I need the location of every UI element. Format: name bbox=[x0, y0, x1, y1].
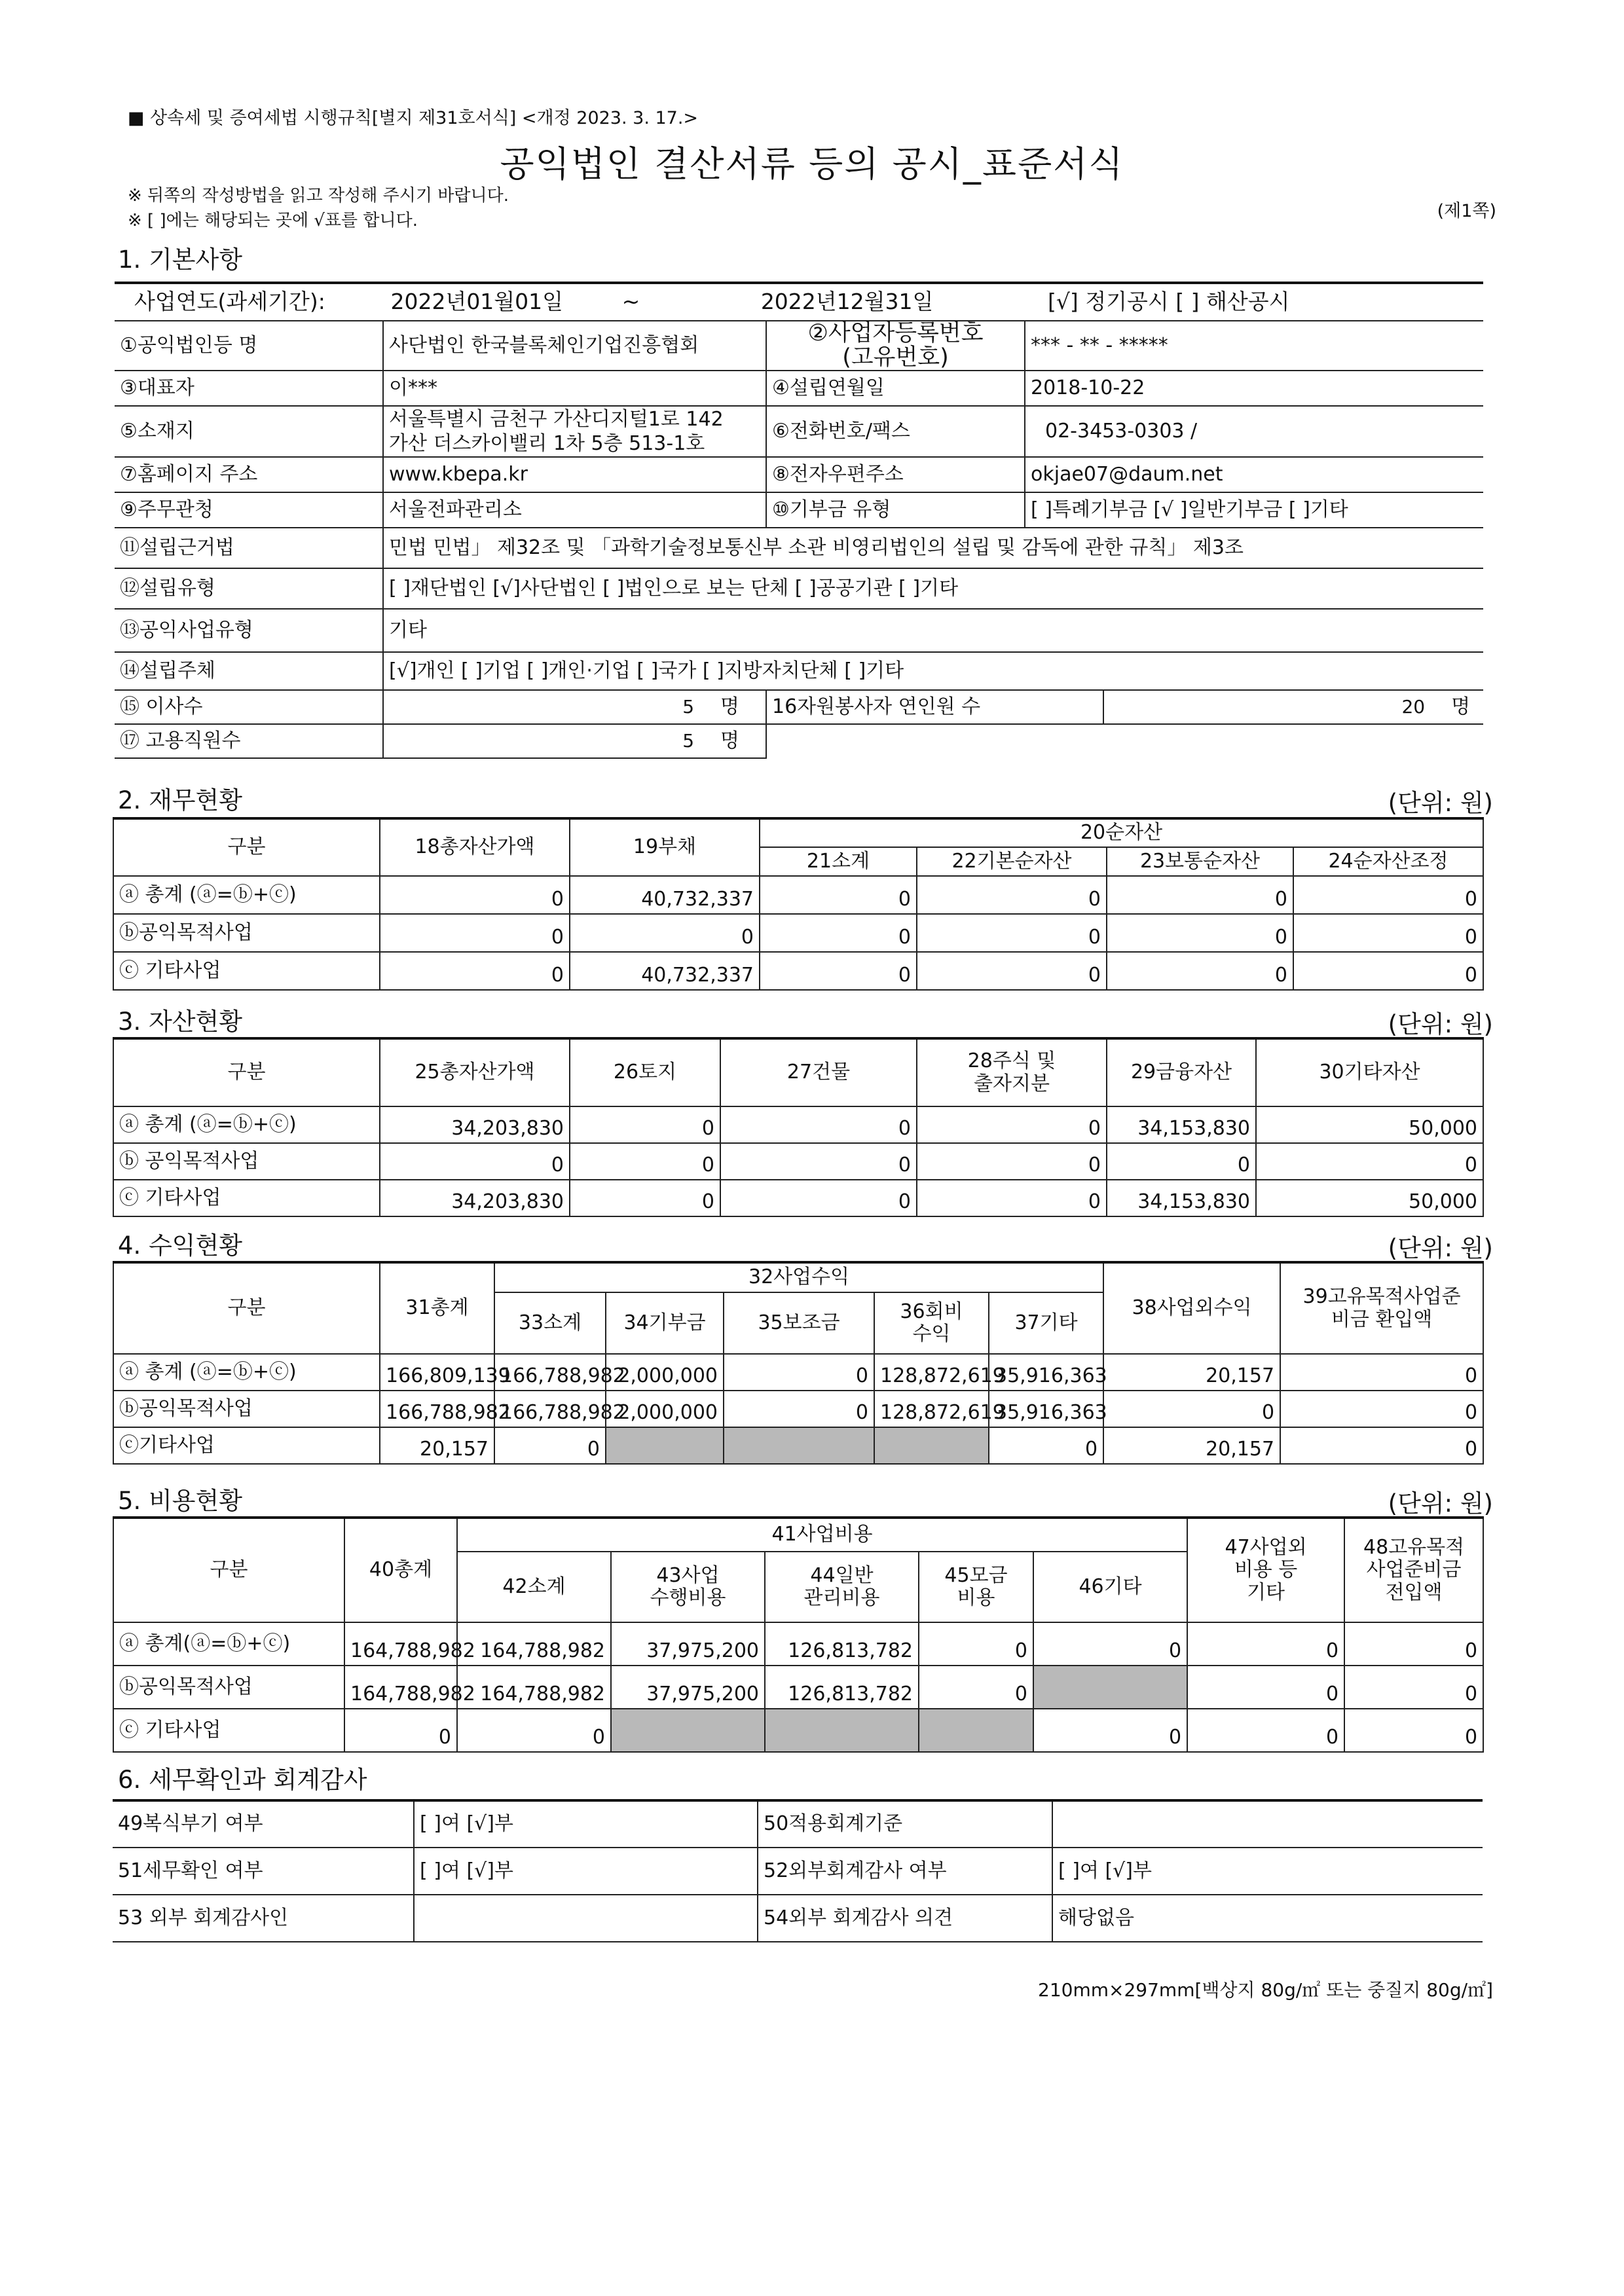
section-6-title: 6. 세무확인과 회계감사 bbox=[118, 1766, 367, 1794]
income-cell: 0 bbox=[494, 1427, 606, 1464]
expense-cell-shaded bbox=[611, 1709, 765, 1752]
section-5-title: 5. 비용현황 bbox=[118, 1487, 243, 1515]
est-type-value: [ ]재단법인 [√]사단법인 [ ]법인으로 보는 단체 [ ]공공기관 [ ]기타 bbox=[383, 568, 1483, 609]
finance-cell: 0 bbox=[1107, 914, 1293, 952]
finance-cell: 0 bbox=[1107, 876, 1293, 914]
income-cell: 166,809,139 bbox=[380, 1354, 494, 1391]
table-row bbox=[113, 1354, 1483, 1391]
expense-header-fund bbox=[919, 1552, 1033, 1622]
finance-cell: 0 bbox=[1107, 952, 1293, 990]
income-header-nonbiz: 38사업외수익 bbox=[1103, 1262, 1280, 1354]
assets-cell: 0 bbox=[720, 1143, 917, 1180]
email-value: okjae07@daum.net bbox=[1025, 457, 1483, 492]
homepage-label: ⑦홈페이지 주소 bbox=[115, 457, 383, 492]
income-header-subtotal: 33소계 bbox=[494, 1292, 606, 1354]
expense-cell: 0 bbox=[1187, 1709, 1344, 1752]
founder-label: ⑭설립주체 bbox=[115, 652, 383, 690]
income-cell: 166,788,982 bbox=[494, 1354, 606, 1391]
tax-check-value: [ ]여 [√]부 bbox=[414, 1848, 758, 1895]
expense-cell: 0 bbox=[457, 1709, 611, 1752]
expense-cell-shaded bbox=[1033, 1666, 1187, 1709]
finance-cell: 0 bbox=[760, 952, 917, 990]
finance-cell: 0 bbox=[760, 914, 917, 952]
form-reference-note: ■ 상속세 및 증여세법 시행규칙[별지 제31호서식] <개정 2023. 3. 17.> bbox=[128, 108, 699, 128]
table-row bbox=[113, 1709, 1483, 1752]
expense-cell: 0 bbox=[1187, 1666, 1344, 1709]
finance-cell: 40,732,337 bbox=[570, 952, 760, 990]
expense-header-admin-line2: 관리비용 bbox=[803, 1586, 880, 1609]
expense-cell: 0 bbox=[919, 1666, 1033, 1709]
section-2-title: 2. 재무현황 bbox=[118, 786, 243, 814]
corp-name-value: 사단법인 한국블록체인기업진흥협회 bbox=[383, 321, 766, 371]
table-row bbox=[113, 1427, 1483, 1464]
expense-header-admin-line1: 44일반 bbox=[810, 1563, 874, 1587]
finance-cell: 0 bbox=[917, 914, 1107, 952]
assets-cell: 50,000 bbox=[1256, 1180, 1483, 1216]
assets-cell: 34,153,830 bbox=[1107, 1180, 1256, 1216]
directors-label: ⑮ 이사수 bbox=[115, 690, 383, 724]
expense-cell: 126,813,782 bbox=[765, 1622, 919, 1666]
expense-cell: 0 bbox=[344, 1709, 457, 1752]
assets-cell: 0 bbox=[570, 1143, 720, 1180]
table-row bbox=[113, 1106, 1483, 1143]
audit-opinion-value: 해당없음 bbox=[1052, 1895, 1483, 1942]
assets-table bbox=[113, 1037, 1484, 1217]
expense-cell: 0 bbox=[1344, 1709, 1483, 1752]
document-title: 공익법인 결산서류 등의 공시_표준서식 bbox=[500, 143, 1124, 185]
table-row bbox=[113, 1180, 1483, 1216]
expense-header-nonbiz bbox=[1187, 1518, 1344, 1622]
assets-header-stock bbox=[917, 1038, 1107, 1106]
assets-cell: 0 bbox=[380, 1143, 570, 1180]
bookkeeping-label: 49복식부기 여부 bbox=[113, 1800, 414, 1848]
external-audit-value: [ ]여 [√]부 bbox=[1052, 1848, 1483, 1895]
table-row bbox=[113, 952, 1483, 990]
assets-header-total: 25총자산가액 bbox=[380, 1038, 570, 1106]
expense-header-other: 46기타 bbox=[1033, 1552, 1187, 1622]
income-row-label: ⓐ 총계 (ⓐ=ⓑ+ⓒ) bbox=[113, 1354, 380, 1391]
assets-cell: 0 bbox=[1107, 1143, 1256, 1180]
income-cell: 0 bbox=[724, 1391, 874, 1427]
volunteers-value: 20 bbox=[1401, 695, 1426, 718]
income-cell-shaded bbox=[606, 1427, 724, 1464]
phone-value: 02-3453-0303 / bbox=[1025, 406, 1483, 457]
income-cell: 2,000,000 bbox=[606, 1391, 724, 1427]
income-header-other: 37기타 bbox=[989, 1292, 1103, 1354]
income-cell: 20,157 bbox=[1103, 1427, 1280, 1464]
expense-cell: 0 bbox=[919, 1622, 1033, 1666]
est-type-label: ⑫설립유형 bbox=[115, 568, 383, 609]
address-line-2: 가산 더스카이밸리 1차 5층 513-1호 bbox=[389, 432, 705, 455]
homepage-value: www.kbepa.kr bbox=[383, 457, 766, 492]
assets-cell: 0 bbox=[917, 1106, 1107, 1143]
expense-header-exec bbox=[611, 1552, 765, 1622]
finance-cell: 0 bbox=[1293, 914, 1483, 952]
expense-cell: 0 bbox=[1033, 1709, 1187, 1752]
expense-row-label: ⓐ 총계(ⓐ=ⓑ+ⓒ) bbox=[113, 1622, 344, 1666]
auditor-value bbox=[414, 1895, 758, 1942]
phone-label: ⑥전화번호/팩스 bbox=[766, 406, 1025, 457]
income-row-label: ⓒ기타사업 bbox=[113, 1427, 380, 1464]
regno-label-line2: (고유번호) bbox=[842, 344, 949, 371]
expense-cell: 164,788,982 bbox=[457, 1622, 611, 1666]
income-header-subsidy: 35보조금 bbox=[724, 1292, 874, 1354]
expense-cell: 37,975,200 bbox=[611, 1622, 765, 1666]
assets-cell: 0 bbox=[570, 1180, 720, 1216]
assets-cell: 0 bbox=[917, 1143, 1107, 1180]
finance-cell: 0 bbox=[917, 952, 1107, 990]
period-tilde: ~ bbox=[621, 289, 640, 315]
address-line-1: 서울특별시 금천구 가산디지털1로 142 bbox=[389, 407, 724, 431]
instruction-note-2: ※ [ ]에는 해당되는 곳에 √표를 합니다. bbox=[128, 211, 418, 230]
income-header-biz: 32사업수익 bbox=[494, 1262, 1103, 1292]
audit-table bbox=[113, 1799, 1483, 1942]
assets-header-category: 구분 bbox=[113, 1038, 380, 1106]
assets-row-label: ⓐ 총계 (ⓐ=ⓑ+ⓒ) bbox=[113, 1106, 380, 1143]
table-row bbox=[113, 914, 1483, 952]
basic-info-table bbox=[115, 282, 1483, 759]
income-header-reserve bbox=[1280, 1262, 1483, 1354]
employees-label: ⑰ 고용직원수 bbox=[115, 724, 383, 758]
expense-header-subtotal: 42소계 bbox=[457, 1552, 611, 1622]
section-5-unit: (단위: 원) bbox=[1388, 1489, 1493, 1518]
period-start: 2022년01월01일 bbox=[390, 289, 564, 315]
audit-opinion-label: 54외부 회계감사 의견 bbox=[758, 1895, 1052, 1942]
income-header-fee-line1: 36회비 bbox=[900, 1300, 963, 1323]
expense-cell: 0 bbox=[1344, 1622, 1483, 1666]
donation-type-label: ⑩기부금 유형 bbox=[766, 492, 1025, 528]
income-cell: 166,788,982 bbox=[494, 1391, 606, 1427]
volunteers-label: 16자원봉사자 연인원 수 bbox=[766, 690, 1103, 724]
employees-unit: 명 bbox=[720, 729, 739, 752]
employees-value: 5 bbox=[682, 729, 695, 752]
period-row bbox=[115, 283, 1483, 321]
table-row bbox=[113, 1143, 1483, 1180]
income-cell: 2,000,000 bbox=[606, 1354, 724, 1391]
finance-cell: 40,732,337 bbox=[570, 876, 760, 914]
basis-law-value: 민법 민법」 제32조 및 「과학기술정보통신부 소관 비영리법인의 설립 및 감독에 관한 규칙」 제3조 bbox=[383, 528, 1483, 568]
assets-cell: 34,153,830 bbox=[1107, 1106, 1256, 1143]
finance-table bbox=[113, 817, 1484, 991]
expense-header-nonbiz-line1: 47사업외 bbox=[1225, 1535, 1307, 1559]
income-cell: 166,788,982 bbox=[380, 1391, 494, 1427]
regno-label-line1: ②사업자등록번호 bbox=[807, 320, 984, 347]
section-4-title: 4. 수익현황 bbox=[118, 1231, 243, 1260]
employees-cell bbox=[383, 724, 766, 758]
income-cell: 128,872,619 bbox=[874, 1354, 989, 1391]
expense-cell-shaded bbox=[919, 1709, 1033, 1752]
biz-type-value: 기타 bbox=[383, 609, 1483, 652]
income-header-reserve-line1: 39고유목적사업준 bbox=[1302, 1285, 1461, 1308]
expense-row-label: ⓒ 기타사업 bbox=[113, 1709, 344, 1752]
representative-label: ③대표자 bbox=[115, 371, 383, 406]
expense-header-total: 40총계 bbox=[344, 1518, 457, 1622]
finance-header-subtotal: 21소계 bbox=[760, 847, 917, 876]
finance-row-label: ⓐ 총계 (ⓐ=ⓑ+ⓒ) bbox=[113, 876, 380, 914]
expense-header-nonbiz-line2: 비용 등 bbox=[1234, 1558, 1298, 1582]
directors-unit: 명 bbox=[720, 695, 739, 718]
expense-cell: 164,788,982 bbox=[344, 1666, 457, 1709]
corp-name-label: ①공익법인등 명 bbox=[115, 321, 383, 371]
expense-header-fund-line1: 45모금 bbox=[944, 1563, 1008, 1587]
instruction-note-1: ※ 뒤쪽의 작성방법을 읽고 작성해 주시기 바랍니다. bbox=[128, 186, 509, 206]
income-cell: 0 bbox=[724, 1354, 874, 1391]
finance-cell: 0 bbox=[1293, 952, 1483, 990]
assets-cell: 0 bbox=[720, 1180, 917, 1216]
assets-cell: 0 bbox=[570, 1106, 720, 1143]
expense-cell: 164,788,982 bbox=[457, 1666, 611, 1709]
income-header-fee bbox=[874, 1292, 989, 1354]
income-cell-shaded bbox=[724, 1427, 874, 1464]
founder-value: [√]개인 [ ]기업 [ ]개인·기업 [ ]국가 [ ]지방자치단체 [ ]기타 bbox=[383, 652, 1483, 690]
expense-header-admin bbox=[765, 1552, 919, 1622]
finance-cell: 0 bbox=[1293, 876, 1483, 914]
accounting-standard-value bbox=[1052, 1800, 1483, 1848]
table-row bbox=[113, 1622, 1483, 1666]
income-cell: 128,872,619 bbox=[874, 1391, 989, 1427]
donation-type-value: [ ]특례기부금 [√ ]일반기부금 [ ]기타 bbox=[1025, 492, 1483, 528]
disclosure-type: [√] 정기공시 [ ] 해산공시 bbox=[1047, 289, 1290, 315]
table-row bbox=[113, 1666, 1483, 1709]
finance-header-net-assets: 20순자산 bbox=[760, 818, 1483, 847]
assets-cell: 0 bbox=[1256, 1143, 1483, 1180]
finance-header-ordinary: 23보통순자산 bbox=[1107, 847, 1293, 876]
page-number: (제1쪽) bbox=[1437, 201, 1496, 221]
income-cell: 20,157 bbox=[380, 1427, 494, 1464]
expense-cell: 126,813,782 bbox=[765, 1666, 919, 1709]
finance-header-basic: 22기본순자산 bbox=[917, 847, 1107, 876]
expense-header-reserve-line1: 48고유목적 bbox=[1363, 1535, 1465, 1559]
table-row bbox=[113, 876, 1483, 914]
biz-type-label: ⑬공익사업유형 bbox=[115, 609, 383, 652]
finance-cell: 0 bbox=[380, 914, 570, 952]
finance-header-category: 구분 bbox=[113, 818, 380, 876]
representative-value: 이*** bbox=[383, 371, 766, 406]
directors-value: 5 bbox=[682, 695, 695, 718]
address-value bbox=[383, 406, 766, 457]
expense-header-fund-line2: 비용 bbox=[957, 1586, 995, 1609]
income-table bbox=[113, 1261, 1484, 1465]
finance-header-liabilities: 19부채 bbox=[570, 818, 760, 876]
est-date-label: ④설립연월일 bbox=[766, 371, 1025, 406]
assets-row-label: ⓒ 기타사업 bbox=[113, 1180, 380, 1216]
directors-cell bbox=[383, 690, 766, 724]
income-cell: 0 bbox=[989, 1427, 1103, 1464]
expense-header-category: 구분 bbox=[113, 1518, 344, 1622]
email-label: ⑧전자우편주소 bbox=[766, 457, 1025, 492]
address-label: ⑤소재지 bbox=[115, 406, 383, 457]
expense-cell: 0 bbox=[1187, 1622, 1344, 1666]
assets-header-stock-line1: 28주식 및 bbox=[967, 1049, 1056, 1072]
income-cell-shaded bbox=[874, 1427, 989, 1464]
income-header-category: 구분 bbox=[113, 1262, 380, 1354]
expense-header-reserve-line3: 전입액 bbox=[1385, 1580, 1443, 1604]
expense-header-exec-line2: 수행비용 bbox=[650, 1586, 726, 1609]
assets-cell: 34,203,830 bbox=[380, 1180, 570, 1216]
section-1-title: 1. 기본사항 bbox=[118, 246, 243, 274]
finance-header-total-assets: 18총자산가액 bbox=[380, 818, 570, 876]
finance-row-label: ⓑ공익목적사업 bbox=[113, 914, 380, 952]
employees-empty bbox=[766, 724, 1483, 758]
finance-cell: 0 bbox=[917, 876, 1107, 914]
income-header-donation: 34기부금 bbox=[606, 1292, 724, 1354]
regno-value: *** - ** - ***** bbox=[1025, 321, 1483, 371]
volunteers-unit: 명 bbox=[1451, 695, 1471, 718]
expense-row-label: ⓑ공익목적사업 bbox=[113, 1666, 344, 1709]
income-header-total: 31총계 bbox=[380, 1262, 494, 1354]
income-cell: 0 bbox=[1280, 1354, 1483, 1391]
expense-table bbox=[113, 1516, 1484, 1753]
accounting-standard-label: 50적용회계기준 bbox=[758, 1800, 1052, 1848]
income-cell: 35,916,363 bbox=[989, 1354, 1103, 1391]
income-header-fee-line2: 수익 bbox=[912, 1322, 951, 1345]
expense-cell: 0 bbox=[1344, 1666, 1483, 1709]
assets-header-building: 27건물 bbox=[720, 1038, 917, 1106]
expense-header-reserve-line2: 사업준비금 bbox=[1366, 1558, 1462, 1582]
bookkeeping-value: [ ]여 [√]부 bbox=[414, 1800, 758, 1848]
volunteers-cell bbox=[1103, 690, 1483, 724]
assets-cell: 34,203,830 bbox=[380, 1106, 570, 1143]
assets-header-stock-line2: 출자지분 bbox=[974, 1072, 1050, 1095]
expense-cell: 0 bbox=[1033, 1622, 1187, 1666]
assets-header-financial: 29금융자산 bbox=[1107, 1038, 1256, 1106]
tax-check-label: 51세무확인 여부 bbox=[113, 1848, 414, 1895]
expense-cell: 37,975,200 bbox=[611, 1666, 765, 1709]
table-row bbox=[113, 1391, 1483, 1427]
income-row-label: ⓑ공익목적사업 bbox=[113, 1391, 380, 1427]
paper-spec: 210mm×297mm[백상지 80g/㎡ 또는 중질지 80g/㎡] bbox=[1038, 1979, 1493, 2001]
period-label: 사업연도(과세기간): bbox=[134, 289, 325, 315]
income-cell: 0 bbox=[1280, 1427, 1483, 1464]
assets-header-land: 26토지 bbox=[570, 1038, 720, 1106]
section-3-title: 3. 자산현황 bbox=[118, 1008, 243, 1036]
income-header-reserve-line2: 비금 환입액 bbox=[1331, 1307, 1433, 1331]
assets-cell: 50,000 bbox=[1256, 1106, 1483, 1143]
regno-label bbox=[766, 321, 1025, 371]
section-2-unit: (단위: 원) bbox=[1388, 789, 1493, 817]
expense-header-nonbiz-line3: 기타 bbox=[1247, 1580, 1285, 1604]
section-4-unit: (단위: 원) bbox=[1388, 1234, 1493, 1262]
income-cell: 20,157 bbox=[1103, 1354, 1280, 1391]
basis-law-label: ⑪설립근거법 bbox=[115, 528, 383, 568]
income-cell: 35,916,363 bbox=[989, 1391, 1103, 1427]
est-date-value: 2018-10-22 bbox=[1025, 371, 1483, 406]
expense-cell: 164,788,982 bbox=[344, 1622, 457, 1666]
assets-row-label: ⓑ 공익목적사업 bbox=[113, 1143, 380, 1180]
authority-label: ⑨주무관청 bbox=[115, 492, 383, 528]
expense-header-biz: 41사업비용 bbox=[457, 1518, 1187, 1552]
finance-cell: 0 bbox=[760, 876, 917, 914]
finance-cell: 0 bbox=[380, 952, 570, 990]
finance-cell: 0 bbox=[570, 914, 760, 952]
authority-value: 서울전파관리소 bbox=[383, 492, 766, 528]
assets-cell: 0 bbox=[720, 1106, 917, 1143]
finance-cell: 0 bbox=[380, 876, 570, 914]
period-end: 2022년12월31일 bbox=[760, 289, 934, 315]
income-cell: 0 bbox=[1280, 1391, 1483, 1427]
external-audit-label: 52외부회계감사 여부 bbox=[758, 1848, 1052, 1895]
expense-cell-shaded bbox=[765, 1709, 919, 1752]
expense-header-reserve bbox=[1344, 1518, 1483, 1622]
assets-header-other: 30기타자산 bbox=[1256, 1038, 1483, 1106]
section-3-unit: (단위: 원) bbox=[1388, 1010, 1493, 1038]
finance-header-adjust: 24순자산조정 bbox=[1293, 847, 1483, 876]
finance-row-label: ⓒ 기타사업 bbox=[113, 952, 380, 990]
auditor-label: 53 외부 회계감사인 bbox=[113, 1895, 414, 1942]
expense-header-exec-line1: 43사업 bbox=[656, 1563, 720, 1587]
assets-cell: 0 bbox=[917, 1180, 1107, 1216]
income-cell: 0 bbox=[1103, 1391, 1280, 1427]
